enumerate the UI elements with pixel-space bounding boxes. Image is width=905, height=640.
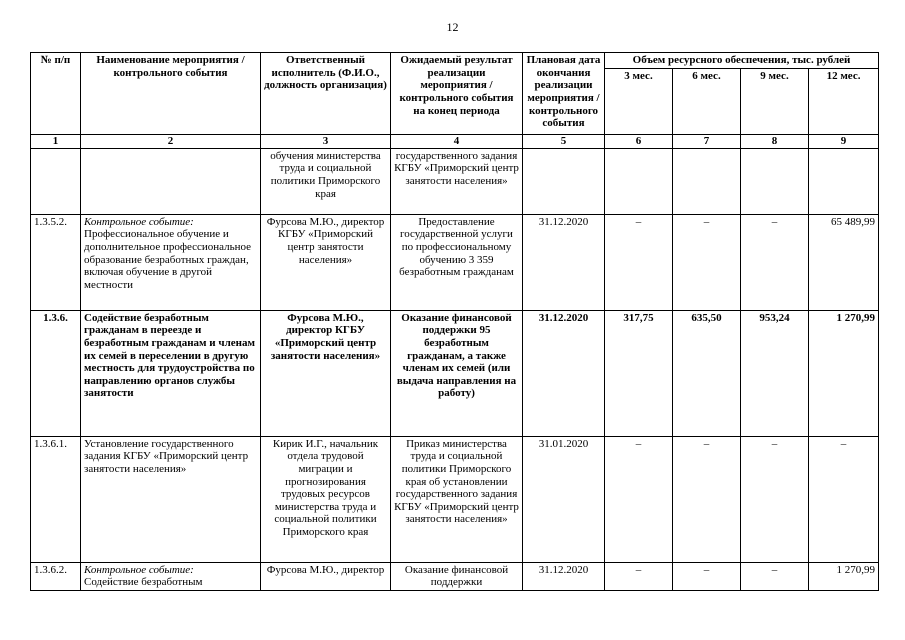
- column-number: 9: [809, 134, 879, 148]
- row-expected-result: Оказание финансовой поддержки: [391, 562, 523, 590]
- control-event-label: Контрольное событие:: [84, 563, 194, 576]
- row-3-months: –: [605, 214, 673, 310]
- row-12-months: 65 489,99: [809, 214, 879, 310]
- header-6-months: 6 мес.: [673, 68, 741, 134]
- row-responsible: Фурсова М.Ю., директор КГБУ «Приморский центр занятости населения»: [261, 310, 391, 436]
- row-12-months: 1 270,99: [809, 562, 879, 590]
- header-responsible: Ответственный исполнитель (Ф.И.О., должность организация): [261, 53, 391, 135]
- row-expected-result: государственного задания КГБУ «Приморский центр занятости населения»: [391, 148, 523, 214]
- row-9-months: –: [741, 562, 809, 590]
- header-12-months: 12 мес.: [809, 68, 879, 134]
- row-6-months: –: [673, 436, 741, 562]
- control-event-label: Контрольное событие:: [84, 215, 194, 228]
- row-name: Профессиональное обучение и дополнительное профессиональное образование безработных граждан, включая обучение в другой местности: [84, 228, 252, 291]
- header-3-months: 3 мес.: [605, 68, 673, 134]
- row-num: 1.3.6.: [31, 310, 81, 436]
- table-row: [31, 562, 879, 590]
- row-6-months: 635,50: [673, 310, 741, 436]
- row-6-months: –: [673, 562, 741, 590]
- row-responsible: Кирик И.Г., начальник отдела трудовой миграции и прогнозирования трудовых ресурсов министерства труда и социальной политики Приморского края: [261, 436, 391, 562]
- row-responsible: Фурсова М.Ю., директор КГБУ «Приморский центр занятости населения»: [261, 214, 391, 310]
- row-date: [523, 148, 605, 214]
- row-3-months: [605, 148, 673, 214]
- table-row: [31, 214, 879, 310]
- row-num: 1.3.6.1.: [31, 436, 81, 562]
- header-name: Наименование мероприятия / контрольного события: [81, 53, 261, 135]
- column-number: 4: [391, 134, 523, 148]
- row-6-months: –: [673, 214, 741, 310]
- row-9-months: [741, 148, 809, 214]
- row-name: Установление государственного задания КГБУ «Приморский центр занятости населения»: [81, 436, 261, 562]
- row-name-cell: [81, 214, 261, 310]
- row-num: 1.3.5.2.: [31, 214, 81, 310]
- row-name-cell: [81, 562, 261, 590]
- row-date: 31.12.2020: [523, 214, 605, 310]
- column-number: 2: [81, 134, 261, 148]
- row-3-months: –: [605, 436, 673, 562]
- row-responsible: Фурсова М.Ю., директор: [261, 562, 391, 590]
- row-9-months: 953,24: [741, 310, 809, 436]
- page-number: 12: [446, 20, 459, 34]
- header-num: № п/п: [31, 53, 81, 135]
- row-num: 1.3.6.2.: [31, 562, 81, 590]
- column-number: 3: [261, 134, 391, 148]
- row-9-months: –: [741, 436, 809, 562]
- column-number: 7: [673, 134, 741, 148]
- row-name: [81, 148, 261, 214]
- column-number: 8: [741, 134, 809, 148]
- header-9-months: 9 мес.: [741, 68, 809, 134]
- action-plan-table: [30, 52, 879, 591]
- table-row: [31, 310, 879, 436]
- header-expected-result: Ожидаемый результат реализации мероприятия / контрольного события на конец периода: [391, 53, 523, 135]
- row-date: 31.12.2020: [523, 310, 605, 436]
- column-number: 1: [31, 134, 81, 148]
- row-name: Содействие безработным гражданам в переезде и безработным гражданам и членам их семей в переселении в другую местность для трудоустройства по направлению органов службы занятости: [81, 310, 261, 436]
- row-6-months: [673, 148, 741, 214]
- row-12-months: 1 270,99: [809, 310, 879, 436]
- row-expected-result: Предоставление государственной услуги по профессиональному обучению 3 359 безработным гражданам: [391, 214, 523, 310]
- header-planned-date: Плановая дата окончания реализации мероприятия / контрольного события: [523, 53, 605, 135]
- row-name: Содействие безработным: [84, 576, 203, 589]
- row-date: 31.01.2020: [523, 436, 605, 562]
- row-12-months: [809, 148, 879, 214]
- column-number: 6: [605, 134, 673, 148]
- table-row: [31, 148, 879, 214]
- header-resources: Объем ресурсного обеспечения, тыс. рублей: [605, 53, 879, 69]
- row-12-months: –: [809, 436, 879, 562]
- row-expected-result: Приказ министерства труда и социальной политики Приморского края об установлении государственного задания КГБУ «Приморский центр занятости населения»: [391, 436, 523, 562]
- table-row: [31, 436, 879, 562]
- row-9-months: –: [741, 214, 809, 310]
- column-numbers-row: [31, 134, 879, 148]
- row-num: [31, 148, 81, 214]
- row-3-months: 317,75: [605, 310, 673, 436]
- row-expected-result: Оказание финансовой поддержки 95 безработным гражданам, а также членам их семей (или выдача направления на работу): [391, 310, 523, 436]
- row-responsible: обучения министерства труда и социальной политики Приморского края: [261, 148, 391, 214]
- column-number: 5: [523, 134, 605, 148]
- row-3-months: –: [605, 562, 673, 590]
- row-date: 31.12.2020: [523, 562, 605, 590]
